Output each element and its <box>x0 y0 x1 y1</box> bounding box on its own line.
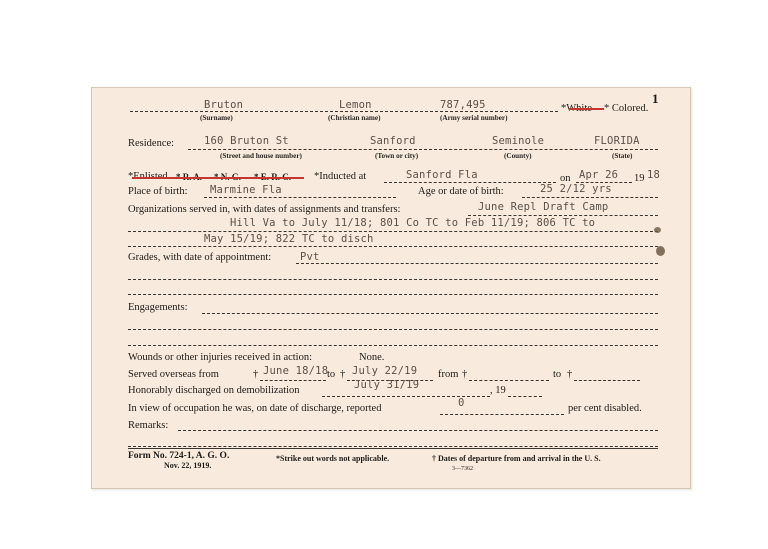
birth-place-value: Marmine Fla <box>210 184 282 196</box>
discharge-date: July 31/19 <box>354 379 420 391</box>
disability-suffix: per cent disabled. <box>568 403 642 414</box>
birth-place-line <box>204 197 396 198</box>
wounds-label: Wounds or other injuries received in action: <box>128 352 313 363</box>
form-date: Nov. 22, 1919. <box>164 461 212 470</box>
ra-option: * R. A. <box>176 172 203 182</box>
white-option: *White <box>561 103 592 114</box>
overseas-dagger-2: † <box>340 369 346 380</box>
overseas-from-label-2: from <box>438 369 459 380</box>
induction-year: 18 <box>647 169 661 181</box>
overseas-dagger-1: † <box>253 369 259 380</box>
grades-line-1 <box>296 263 658 264</box>
christian-name-caption: (Christian name) <box>328 114 381 122</box>
engagements-line-1 <box>202 313 658 314</box>
organizations-line-1 <box>468 215 658 216</box>
inducted-place: Sanford Fla <box>406 169 478 181</box>
card-number: 1 <box>652 91 659 106</box>
serial-number-caption: (Army serial number) <box>440 114 508 122</box>
grades-label: Grades, with date of appointment: <box>128 252 272 263</box>
overseas-dagger-4: † <box>567 369 573 380</box>
birth-place-label: Place of birth: <box>128 186 188 197</box>
overseas-from-line <box>260 380 326 381</box>
remarks-line-1 <box>178 430 658 431</box>
inducted-label: *Inducted at <box>314 171 367 182</box>
induction-date: Apr 26 <box>579 169 619 181</box>
discharge-label: Honorably discharged on demobilization <box>128 385 300 396</box>
grades-value: Pvt <box>300 251 320 263</box>
organizations-line-3 <box>128 246 658 247</box>
stain-mark-1 <box>654 227 661 233</box>
name-line <box>130 111 558 112</box>
disability-line <box>440 414 564 415</box>
organizations-text-2: Hill Va to July 11/18; 801 Co TC to Feb 11/19; 806 TC to <box>230 217 596 229</box>
residence-label: Residence: <box>128 138 175 149</box>
footer-rule <box>128 448 658 449</box>
discharge-line <box>322 396 490 397</box>
disability-value: 0 <box>458 397 465 409</box>
white-strikeout <box>569 108 604 110</box>
street-caption: (Street and house number) <box>220 152 302 160</box>
town-caption: (Town or city) <box>375 152 419 160</box>
wounds-value: None. <box>359 352 385 363</box>
form-number: Form No. 724-1, A. G. O. <box>128 451 230 461</box>
on-label: on <box>560 173 571 184</box>
overseas-dagger-3: † <box>462 369 468 380</box>
service-record-card <box>91 87 691 489</box>
engagements-label: Engagements: <box>128 302 188 313</box>
ng-option: * N. G. <box>214 172 241 182</box>
organizations-label: Organizations served in, with dates of assignments and transfers: <box>128 204 401 215</box>
grades-line-2 <box>128 279 658 280</box>
surname-value: Bruton <box>204 99 244 111</box>
serial-number-value: 787,495 <box>440 99 486 111</box>
overseas-to-1: July 22/19 <box>352 365 418 377</box>
overseas-label: Served overseas from <box>128 369 219 380</box>
state-caption: (State) <box>612 152 633 160</box>
christian-name-value: Lemon <box>339 99 372 111</box>
inducted-line <box>384 182 556 183</box>
year-prefix: 19 <box>634 173 645 184</box>
stain-mark-2 <box>656 246 665 256</box>
county-caption: (County) <box>504 152 532 160</box>
remarks-label: Remarks: <box>128 420 169 431</box>
age-label: Age or date of birth: <box>418 186 504 197</box>
residence-county: Seminole <box>492 135 545 147</box>
enlisted-option: *Enlisted <box>128 171 168 182</box>
residence-town: Sanford <box>370 135 416 147</box>
residence-line <box>188 149 658 150</box>
overseas-to-label-2: to <box>553 369 562 380</box>
age-line <box>522 197 658 198</box>
engagements-line-3 <box>128 345 658 346</box>
organizations-text-1: June Repl Draft Camp <box>478 201 609 213</box>
engagements-line-2 <box>128 329 658 330</box>
disability-label: In view of occupation he was, on date of discharge, reported <box>128 403 382 414</box>
overseas-to-line-2 <box>574 380 640 381</box>
colored-option: * Colored. <box>604 103 649 114</box>
strike-note: *Strike out words not applicable. <box>276 454 390 463</box>
organizations-text-3: May 15/19; 822 TC to disch <box>204 233 374 245</box>
overseas-from-line-2 <box>469 380 549 381</box>
enlisted-strikeout <box>132 177 304 179</box>
discharge-year-line <box>508 396 542 397</box>
organizations-line-2 <box>128 231 658 232</box>
overseas-to-label-1: to <box>327 369 336 380</box>
overseas-from-1: June 18/18 <box>263 365 329 377</box>
remarks-line-2 <box>128 446 658 447</box>
dates-note: † Dates of departure from and arrival in the U. S. <box>432 454 601 463</box>
grades-line-3 <box>128 294 658 295</box>
surname-caption: (Surname) <box>200 114 233 122</box>
residence-state: FLORIDA <box>594 135 640 147</box>
erc-option: * E. R. C. <box>254 172 292 182</box>
residence-street: 160 Bruton St <box>204 135 289 147</box>
print-code: 3—7362 <box>452 466 473 472</box>
age-value: 25 2/12 yrs <box>540 183 612 195</box>
discharge-year-suffix: , 19 <box>490 385 506 396</box>
